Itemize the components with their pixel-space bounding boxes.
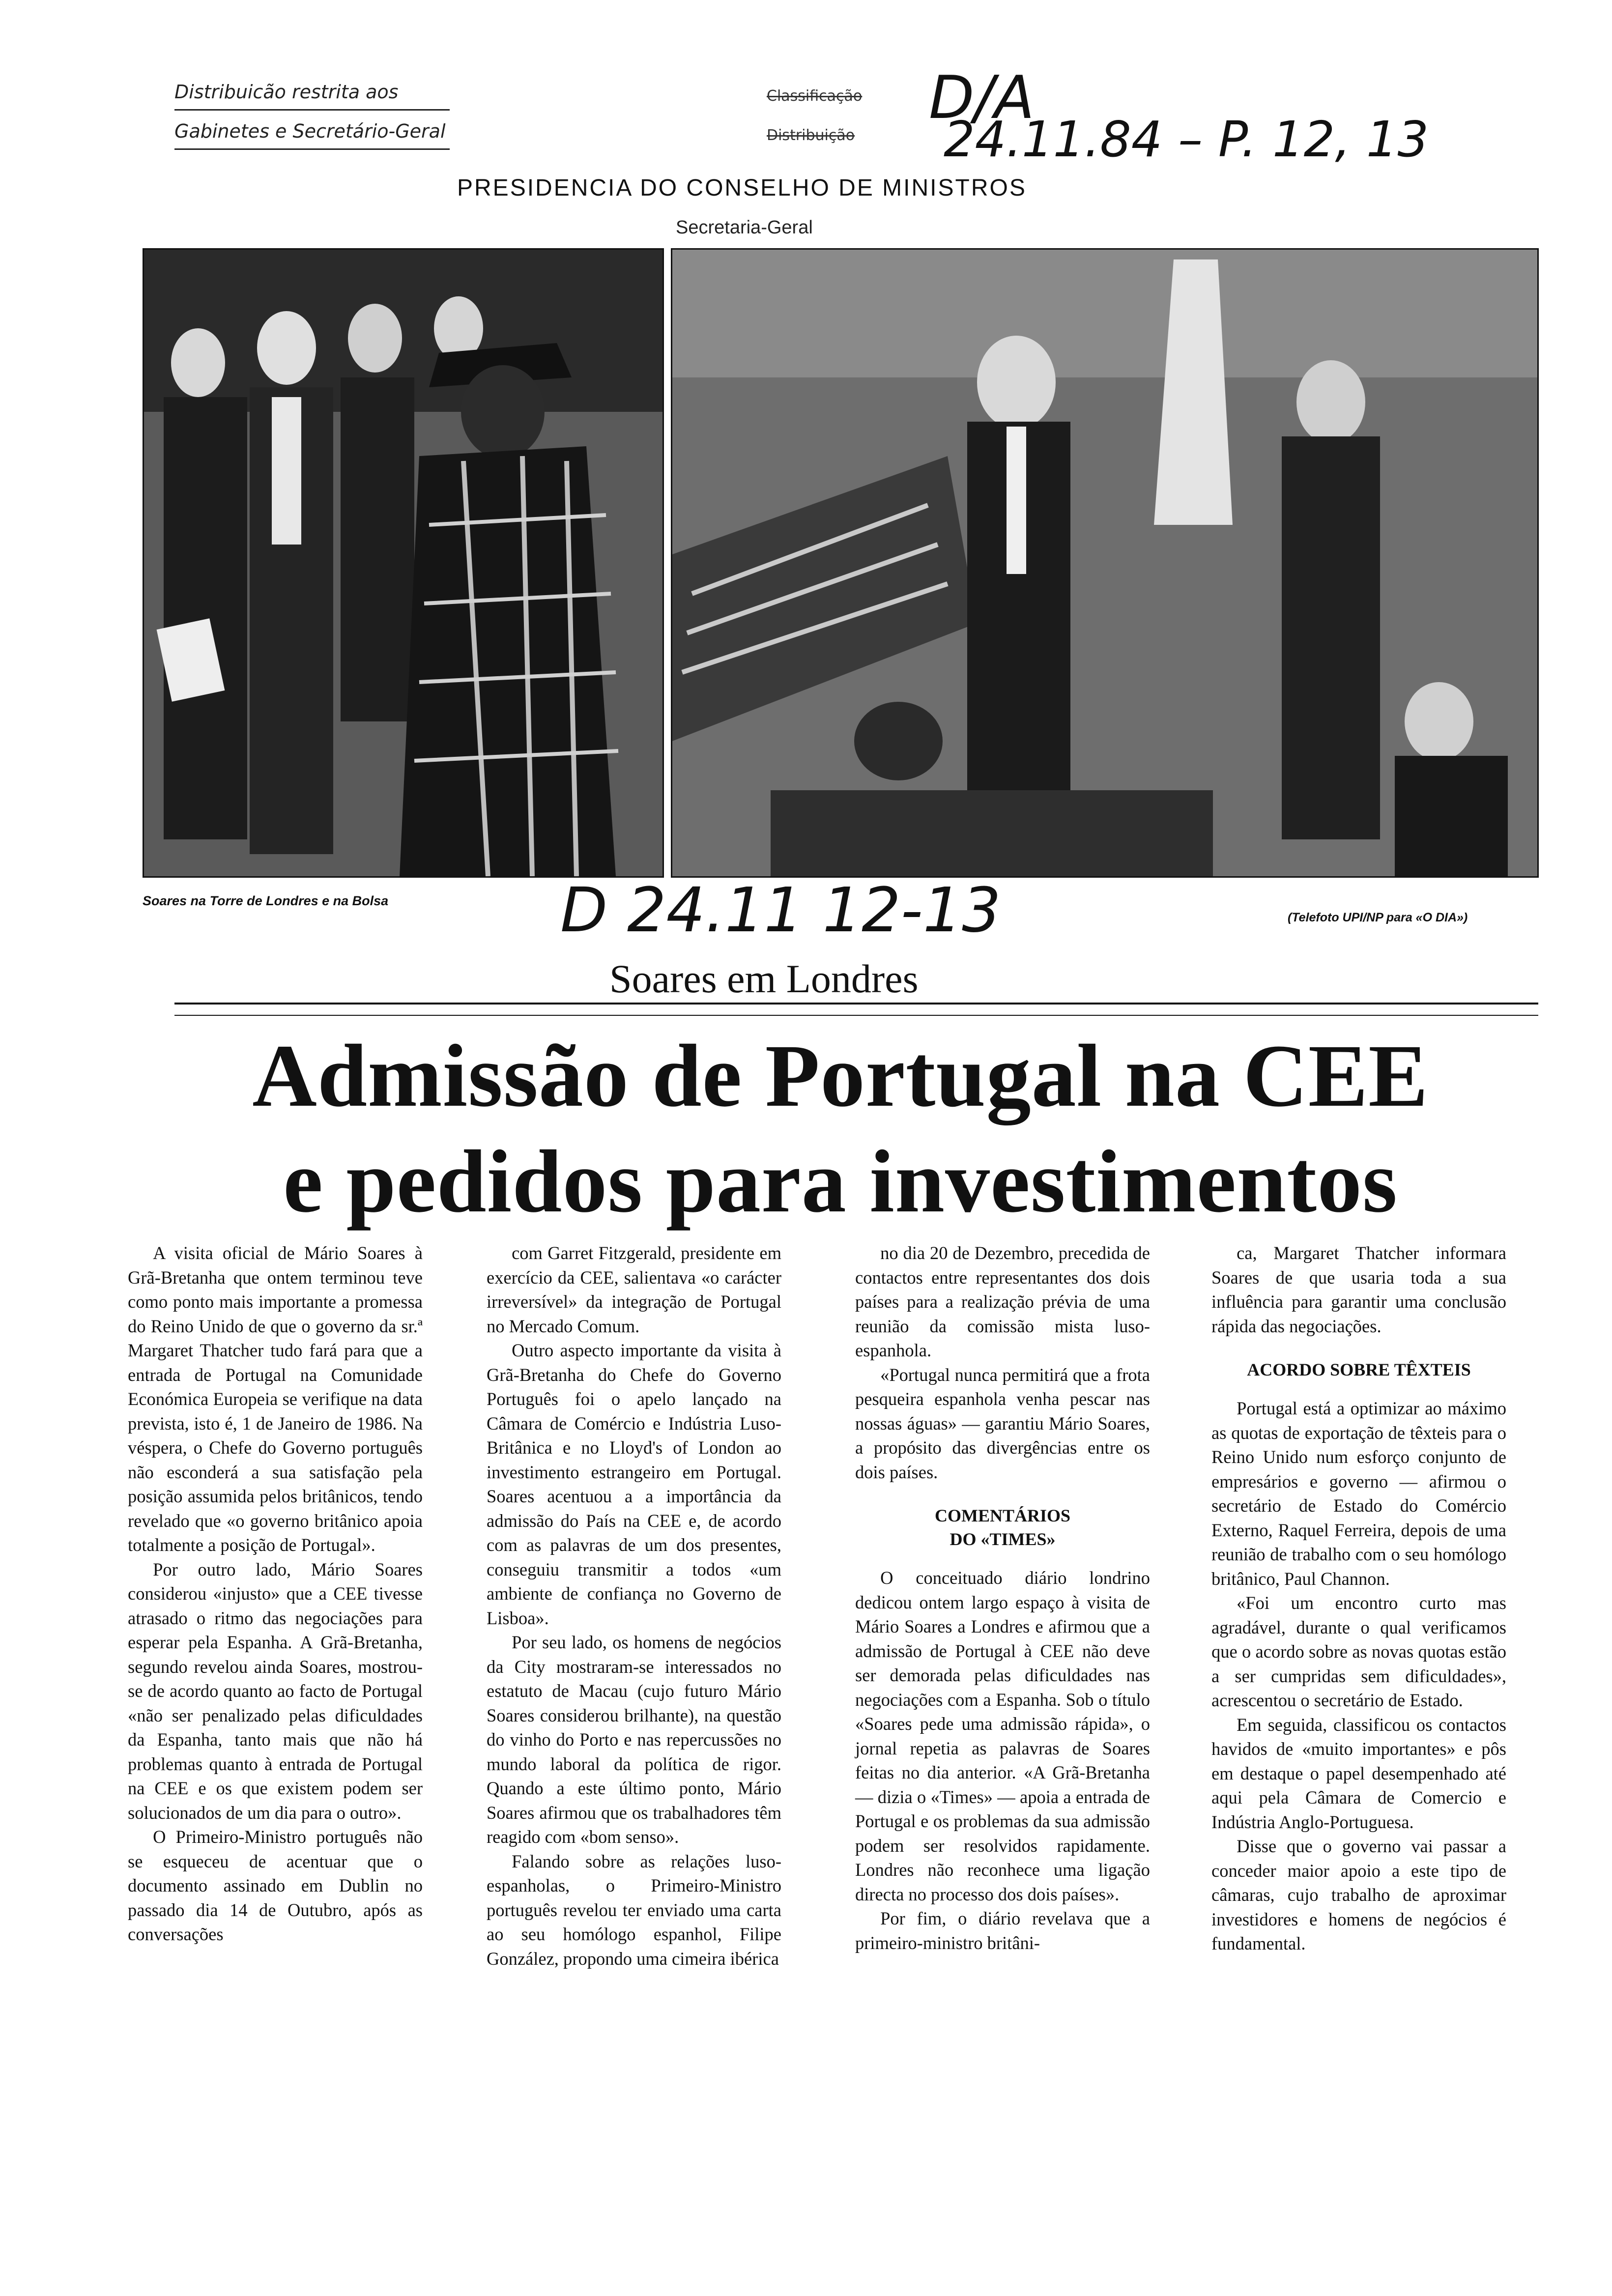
col4-paragraph-1: ca, Margaret Thatcher informara Soares de que usaria toda a sua influência para garantir uma conclusão rápida das negociações. — [1211, 1243, 1506, 1336]
col3-paragraph-3: O conceituado diário londrino dedicou ontem largo espaço à visita de Mário Soares a Londres e afirmou que a admissão de Portugal à CEE não deve ser demorada pelas dificuldades nas negociações com a Espanha. Sob o título «Soares pede uma admissão rápida», o jornal repetia as palavras de Soares feitas no dia anterior. «A Grã-Bretanha — dizia o «Times» — apoia a entrada de Portugal e os problemas da sua admissão podem ser resolvidos rapidamente. Londres não reconhece uma ligação directa no processo dos dois países». — [855, 1568, 1150, 1904]
kicker-rule — [174, 1003, 1538, 1004]
col4-paragraph-3: «Foi um encontro curto mas agradável, durante o qual verificamos que o acordo sobre as novas quotas estão a ser cumpridas sem dificuldades», acrescentou o secretário de Estado. — [1211, 1593, 1506, 1710]
photo-caption-left: Soares na Torre de Londres e na Bolsa — [143, 893, 389, 908]
distribution-stamp: Distribuição — [767, 127, 855, 144]
col1-paragraph-1: A visita oficial de Mário Soares à Grã-Bretanha que ontem terminou teve como ponto mais importante a promessa do Reino Unido de que o governo da sr.ª Margaret Thatcher tudo fará para que a entrada de Portugal na Comunidade Económica Europeia se verifique na data prevista, isto é, 1 de Janeiro de 1986. Na véspera, o Chefe do Governo português não esconderá a sua satisfação pela posição assumida pelos britânicos, tendo revelado que «o governo britânico apoia totalmente a posição de Portugal». — [128, 1243, 423, 1555]
notice-underline-2 — [174, 148, 450, 150]
office-title: PRESIDENCIA DO CONSELHO DE MINISTROS — [457, 175, 1027, 201]
handwritten-reference: D 24.11 12-13 — [560, 875, 1001, 946]
col2-paragraph-1: com Garret Fitzgerald, presidente em exercício da CEE, salientava «o carácter irreversível» da integração de Portugal no Mercado Comum. — [487, 1243, 781, 1336]
article-column-3 — [855, 1241, 1150, 1955]
subheading-times-comments — [855, 1504, 1150, 1551]
handwritten-classification: D/A — [929, 64, 1035, 132]
article-kicker: Soares em Londres — [609, 956, 919, 1001]
photo-tower-of-london — [143, 248, 664, 878]
col4-paragraph-4: Em seguida, classificou os contactos havidos de «muito importantes» e pôs em destaque o papel desempenhado até aqui pela Câmara de Comercio e Indústria Anglo-Portuguesa. — [1211, 1714, 1506, 1832]
col3-paragraph-1: no dia 20 de Dezembro, precedida de contactos entre representantes dos dois países para a realização prévia de uma reunião da comissão mista luso-espanhola. — [855, 1243, 1150, 1360]
distribution-notice-line1: Distribuicão restrita aos — [174, 81, 399, 103]
kicker-rule-thin — [174, 1015, 1538, 1016]
col1-paragraph-3: O Primeiro-Ministro português não se esqueceu de acentuar que o documento assinado em Dublin no passado dia 14 de Outubro, após as conversações — [128, 1827, 423, 1944]
col3-paragraph-2: «Portugal nunca permitirá que a frota pesqueira espanhola venha pescar nas nossas águas» — garantiu Mário Soares, a propósito das divergências entre os dois países. — [855, 1364, 1150, 1482]
notice-underline-1 — [174, 109, 450, 111]
subheading-times-line1: COMENTÁRIOS — [934, 1506, 1071, 1525]
subheading-times-line2: DO «TIMES» — [950, 1529, 1056, 1549]
office-subtitle: Secretaria-Geral — [676, 217, 813, 238]
col2-paragraph-4: Falando sobre as relações luso-espanholas, o Primeiro-Ministro português revelou ter enviado uma carta ao seu homólogo espanhol, Filipe González, propondo uma cimeira ibérica — [487, 1851, 781, 1969]
headline-line1: Admissão de Portugal na CEE — [252, 1027, 1429, 1125]
article-column-4 — [1211, 1241, 1506, 1956]
classification-stamp: Classificação — [767, 87, 863, 105]
col2-paragraph-2: Outro aspecto importante da visita à Grã-Bretanha do Chefe do Governo Português foi o apelo lançado na Câmara de Comércio e Indústria Luso-Britânica e no Lloyd's of London ao investimento estrangeiro em Portugal. Soares acentuou a a importância da admissão do País na CEE e, de acordo com as palavras de um dos presentes, conseguiu transmitir a todos «um ambiente de confiança no Governo de Lisboa». — [487, 1340, 781, 1628]
photo-stock-exchange — [671, 248, 1539, 878]
article-column-1 — [128, 1241, 423, 1947]
col1-paragraph-2: Por outro lado, Mário Soares considerou «injusto» que a CEE tivesse atrasado o ritmo das negociações para esperar pela Espanha. A Grã-Bretanha, segundo revelou ainda Soares, mostrou-se de acordo quanto ao facto de Portugal «não ser penalizado pelas dificuldades da Espanha, tanto mais que não há problemas quanto à entrada de Portugal na CEE e os que existem podem ser solucionados de um dia para o outro». — [128, 1559, 423, 1823]
headline-line2: e pedidos para investimentos — [283, 1132, 1398, 1231]
photo-tower-of-london-image — [144, 250, 662, 876]
col2-paragraph-3: Por seu lado, os homens de negócios da City mostraram-se interessados no estatuto de Macau (cujo futuro Mário Soares considerou brilhante), na questão do vinho do Porto e nas repercussões no mundo laboral da política de rigor. Quando a este último ponto, Mário Soares afirmou que os trabalhadores têm reagido com «bom senso». — [487, 1632, 781, 1847]
photo-stock-exchange-image — [672, 250, 1537, 876]
handwritten-date: 24.11.84 – P. 12, 13 — [944, 111, 1429, 168]
article-column-2 — [487, 1241, 781, 1971]
photo-credit: (Telefoto UPI/NP para «O DIA») — [1288, 911, 1468, 924]
col4-paragraph-5: Disse que o governo vai passar a conceder maior apoio a este tipo de câmaras, cujo trabalho de aproximar investidores e homens de negócios é fundamental. — [1211, 1836, 1506, 1953]
distribution-notice-line2: Gabinetes e Secretário-Geral — [174, 120, 446, 142]
col3-paragraph-4: Por fim, o diário revelava que a primeiro-ministro britâni- — [855, 1908, 1150, 1953]
subheading-textiles: ACORDO SOBRE TÊXTEIS — [1247, 1360, 1471, 1379]
col4-paragraph-2: Portugal está a optimizar ao máximo as quotas de exportação de têxteis para o Reino Unido num esforço conjunto de empresários e governo — afirmou o secretário de Estado do Comércio Externo, Raquel Ferreira, depois de uma reunião de trabalho com o seu homólogo britânico, Paul Channon. — [1211, 1398, 1506, 1589]
